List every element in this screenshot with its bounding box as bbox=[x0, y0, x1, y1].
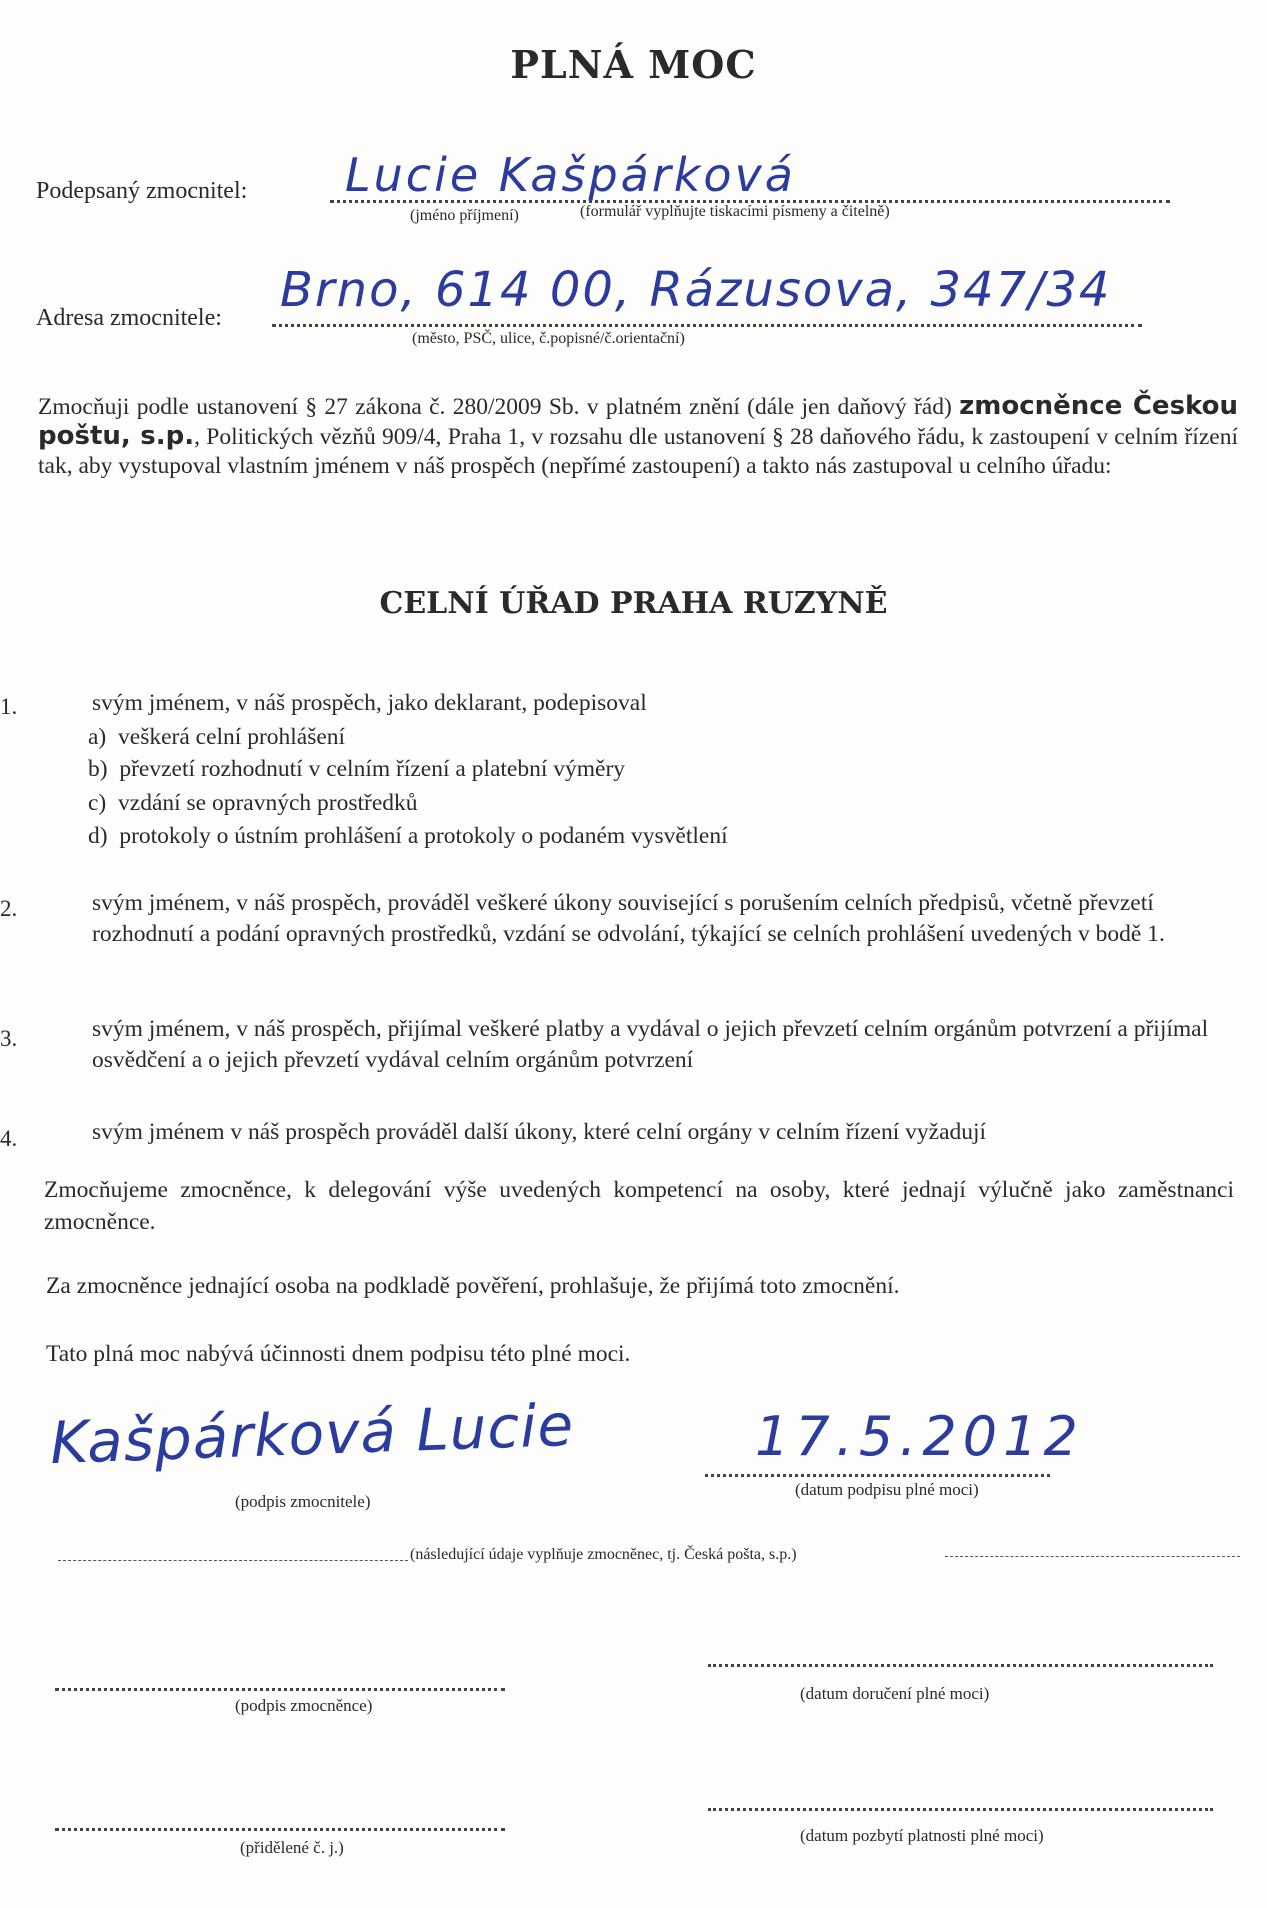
sub-letter: b) bbox=[88, 756, 108, 782]
validity-paragraph: Tato plná moc nabývá účinnosti dnem podpisu této plné moci. bbox=[46, 1341, 631, 1367]
grantor-label: Podepsaný zmocnitel: bbox=[36, 178, 248, 204]
address-field-line bbox=[272, 324, 1142, 327]
sub-letter: c) bbox=[88, 790, 107, 816]
intro-text-1: Zmocňuji podle ustanovení § 27 zákona č. 280/2009 Sb. v platném znění (dále jen daňový řád) bbox=[38, 394, 952, 420]
agent-signature-line[interactable] bbox=[55, 1688, 505, 1691]
grantor-name-caption: (jméno příjmení) bbox=[410, 207, 519, 224]
grantor-signature-caption: (podpis zmocnitele) bbox=[235, 1492, 371, 1511]
grantor-name-handwritten[interactable]: Lucie Kašpárková bbox=[345, 148, 796, 202]
assigned-ref-line[interactable] bbox=[55, 1828, 505, 1831]
separator-line-left bbox=[58, 1560, 408, 1561]
agent-signature-caption: (podpis zmocněnce) bbox=[235, 1696, 373, 1715]
sub-text: převzetí rozhodnutí v celním řízení a platební výměry bbox=[119, 756, 626, 782]
sub-text: vzdání se opravných prostředků bbox=[118, 790, 418, 816]
signature-date-line bbox=[705, 1474, 1050, 1477]
agent-name-bold: zmocněnce Českou poštu, s.p. bbox=[38, 391, 1239, 451]
item-1-sub-d bbox=[88, 822, 728, 851]
item-text-4: svým jménem v náš prospěch prováděl další úkony, které celní orgány v celním řízení vyžadují bbox=[92, 1119, 987, 1145]
document-title: PLNÁ MOC bbox=[510, 42, 757, 87]
sub-text: protokoly o ústním prohlášení a protokoly o podaném vysvětlení bbox=[119, 823, 728, 849]
item-1-sub-c bbox=[88, 789, 418, 818]
delegation-paragraph: Zmocňujeme zmocněnce, k delegování výše uvedených kompetencí na osoby, které jednají výlučně jako zaměstnanci zmocněnce. bbox=[44, 1177, 1234, 1235]
separator-line-right bbox=[945, 1556, 1240, 1557]
address-caption: (město, PSČ, ulice, č.popisné/č.orientační) bbox=[412, 330, 685, 347]
acceptance-paragraph: Za zmocněnce jednající osoba na podkladě pověření, prohlašuje, že přijímá toto zmocnění. bbox=[46, 1273, 900, 1299]
address-handwritten[interactable]: Brno, 614 00, Rázusova, 347/34 bbox=[280, 262, 1112, 318]
expiry-date-caption: (datum pozbytí platnosti plné moci) bbox=[800, 1826, 1044, 1845]
intro-text-2: , Politických vězňů 909/4, Praha 1, v rozsahu dle ustanovení § 28 daňového řádu, k zastoupení v celním řízení tak, aby vystupoval vlastním jménem v náš prospěch (nepřímé zastoupení) a takto nás zastupoval u celního úřadu: bbox=[38, 424, 1238, 479]
address-label: Adresa zmocnitele: bbox=[36, 305, 222, 331]
customs-office-heading: CELNÍ ÚŘAD PRAHA RUZYNĚ bbox=[379, 586, 888, 621]
separator-caption: (následující údaje vyplňuje zmocněnec, tj. Česká pošta, s.p.) bbox=[410, 1546, 797, 1563]
item-number-3: 3. bbox=[0, 1026, 18, 1051]
expiry-date-line[interactable] bbox=[708, 1808, 1213, 1811]
item-1-sub-a bbox=[88, 723, 345, 752]
sub-letter: d) bbox=[88, 823, 108, 849]
sub-text: veškerá celní prohlášení bbox=[118, 724, 346, 750]
grantor-signature: Kašpárková Lucie bbox=[48, 1390, 576, 1478]
signature-date-caption: (datum podpisu plné moci) bbox=[795, 1480, 979, 1499]
delivery-date-caption: (datum doručení plné moci) bbox=[800, 1684, 990, 1703]
intro-paragraph bbox=[38, 392, 1238, 481]
assigned-ref-caption: (přidělené č. j.) bbox=[240, 1838, 344, 1857]
item-text-3: svým jménem, v náš prospěch, přijímal veškeré platby a vydával o jejich převzetí celním orgánům potvrzení a přijímal osvědčení a o jejich převzetí vydával celním orgánům potvrzení bbox=[92, 1016, 1209, 1073]
signature-date-handwritten[interactable]: 17.5.2012 bbox=[755, 1405, 1084, 1468]
item-number-4: 4. bbox=[0, 1126, 18, 1151]
delivery-date-line[interactable] bbox=[708, 1664, 1213, 1667]
item-number-1: 1. bbox=[0, 694, 18, 719]
item-number-2: 2. bbox=[0, 896, 18, 921]
item-text-2: svým jménem, v náš prospěch, prováděl veškeré úkony související s porušením celních předpisů, včetně převzetí rozhodnutí a podání opravných prostředků, vzdání se odvolání, týkající se celních prohlášení uvedených v bodě 1. bbox=[92, 890, 1165, 947]
item-1-sub-b bbox=[88, 755, 625, 784]
grantor-hint-caption: (formulář vyplňujte tiskacími písmeny a čitelně) bbox=[580, 203, 890, 220]
sub-letter: a) bbox=[88, 724, 107, 750]
item-text-1: svým jménem, v náš prospěch, jako deklarant, podepisoval bbox=[92, 690, 647, 716]
